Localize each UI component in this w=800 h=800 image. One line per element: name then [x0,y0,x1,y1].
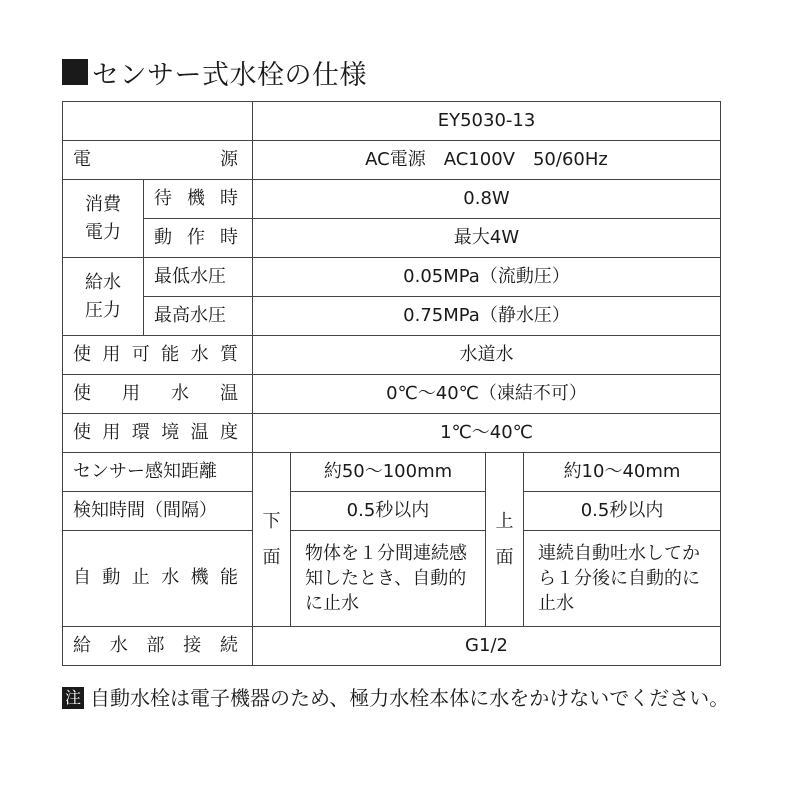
min-pressure-label: 最低水圧 [144,258,253,297]
water-pressure-label: 給水 圧力 [63,258,144,336]
upper-face-label: 上 面 [486,453,524,627]
standby-value: 0.8W [253,180,721,219]
table-row [63,297,721,336]
table-row [63,219,721,258]
consumption-label: 消費 電力 [63,180,144,258]
auto-stop-upper: 連続自動吐水してから１分後に自動的に止水 [524,531,721,627]
spec-table [62,101,721,666]
standby-label: 待機時 [144,180,253,219]
max-pressure-value: 0.75MPa（静水圧） [253,297,721,336]
power-source-value: AC電源 AC100V 50/60Hz [253,141,721,180]
table-row [63,492,721,531]
table-row [63,375,721,414]
caution-text: 自動水栓は電子機器のため、極力水栓本体に水をかけないでください。 [90,686,730,710]
operating-label: 動作時 [144,219,253,258]
table-row [63,336,721,375]
auto-stop-label: 自動止水機能 [63,531,253,627]
sensor-distance-lower: 約50～100mm [291,453,486,492]
sensor-distance-upper: 約10～40mm [524,453,721,492]
table-row [63,141,721,180]
table-row [63,414,721,453]
table-row [63,180,721,219]
water-temp-label: 使用水温 [63,375,253,414]
table-row [63,453,721,492]
table-row [63,531,721,627]
sensor-distance-label: センサー感知距離 [63,453,253,492]
empty-header-cell [63,102,253,141]
env-temp-value: 1℃～40℃ [253,414,721,453]
min-pressure-value: 0.05MPa（流動圧） [253,258,721,297]
connection-label: 給水部接続 [63,627,253,666]
caution-note [62,684,730,713]
lower-face-label: 下 面 [253,453,291,627]
table-row [63,102,721,141]
power-source-label: 電 源 [63,141,253,180]
connection-value: G1/2 [253,627,721,666]
water-temp-value: 0℃～40℃（凍結不可） [253,375,721,414]
caution-badge: 注 [62,687,84,709]
title-text: センサー式水栓の仕様 [92,59,367,91]
table-row [63,627,721,666]
page-title [62,52,367,92]
detect-time-upper: 0.5秒以内 [524,492,721,531]
table-row [63,258,721,297]
black-square-icon [62,59,88,85]
max-pressure-label: 最高水圧 [144,297,253,336]
detect-time-lower: 0.5秒以内 [291,492,486,531]
env-temp-label: 使用環境温度 [63,414,253,453]
model-cell: EY5030-13 [253,102,721,141]
water-quality-label: 使用可能水質 [63,336,253,375]
water-quality-value: 水道水 [253,336,721,375]
auto-stop-lower: 物体を１分間連続感知したとき、自動的に止水 [291,531,486,627]
detect-time-label: 検知時間（間隔） [63,492,253,531]
operating-value: 最大4W [253,219,721,258]
